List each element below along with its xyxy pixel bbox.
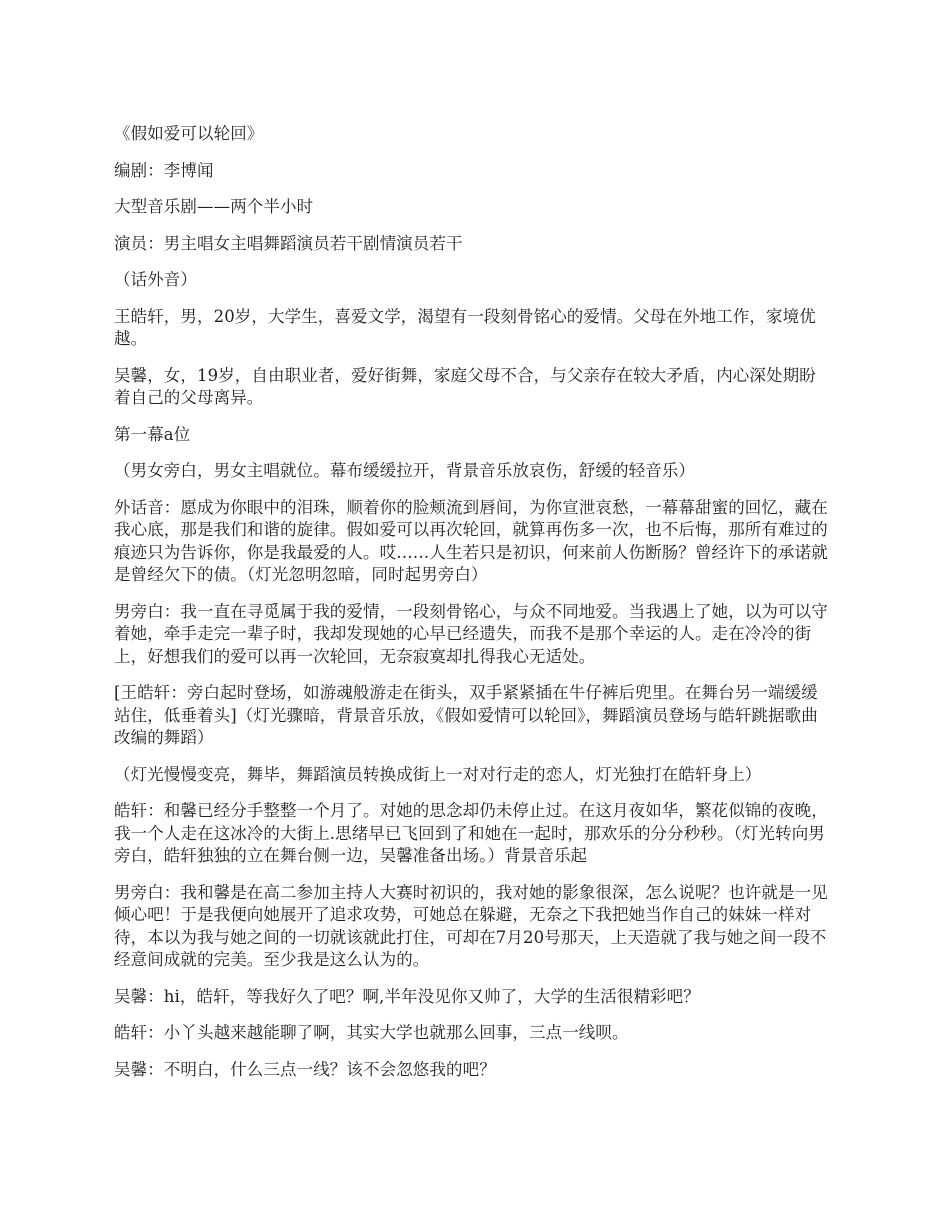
male-narration-backstory: 男旁白：我和馨是在高二参加主持人大赛时初识的，我对她的影象很深，怎么说呢？也许就是一见倾心吧！于是我便向她展开了追求攻势，可她总在躲避，无奈之下我把她当作自己的妹妹一样对待，本以为我与她之间的一切就该就此打住，可却在7月20号那天，上天造就了我与她之间一段不经意间成就的完美。至少我是这么认为的。	[114, 882, 828, 969]
stage-direction: （男女旁白，男女主唱就位。幕布缓缓拉开，背景音乐放哀伤，舒缓的轻音乐）	[114, 461, 695, 480]
stage-direction-lighting: （灯光慢慢变亮，舞毕，舞蹈演员转换成街上一对对行走的恋人，灯光独打在皓轩身上）	[114, 764, 762, 784]
voiceover-note: （话外音）	[114, 270, 197, 289]
dialogue-line: 吴馨：hi，皓轩，等我好久了吧？啊,半年没见你又帅了，大学的生活很精彩吧？	[114, 986, 700, 1006]
dialogue-line: 皓轩：小丫头越来越能聊了啊，其实大学也就那么回事，三点一线呗。	[114, 1023, 629, 1042]
genre-line: 大型音乐剧——两个半小时	[114, 197, 314, 216]
playwright-line: 编剧：李博闻	[114, 160, 214, 180]
character-wang-haoxuan: 王皓轩，男，20岁，大学生，喜爱文学，渴望有一段刻骨铭心的爱情。父母在外地工作，家境优越。	[114, 306, 816, 348]
cast-line: 演员：男主唱女主唱舞蹈演员若干剧情演员若干	[114, 233, 463, 253]
dialogue-line: 吴馨：不明白，什么三点一线？该不会忽悠我的吧？	[114, 1059, 496, 1079]
character-wu-xin: 吴馨，女，19岁，自由职业者，爱好街舞，家庭父母不合，与父亲存在较大矛盾，内心深处期盼着自己的父母离异。	[114, 365, 816, 407]
play-title: 《假如爱可以轮回》	[114, 124, 264, 143]
act-heading: 第一幕a位	[114, 424, 191, 444]
stage-direction-entrance: [王皓轩：旁白起时登场，如游魂般游走在街头，双手紧紧插在牛仔裤后兜里。在舞台另一端缓缓站住，低垂着头]（灯光骤暗，背景音乐放，《假如爱情可以轮回》，舞蹈演员登场与皓轩跳据歌曲改编的舞蹈）	[114, 683, 818, 747]
male-narration-paragraph: 男旁白：我一直在寻觅属于我的爱情，一段刻骨铭心，与众不同地爱。当我遇上了她，以为可以守着她，牵手走完一辈子时，我却发现她的心早已经遗失，而我不是那个幸运的人。走在冷冷的街上，好想我们的爱可以再一次轮回，无奈寂寞却扎得我心无适处。	[114, 601, 828, 666]
haoxuan-monologue: 皓轩：和馨已经分手整整一个月了。对她的思念却仍未停止过。在这月夜如华，繁花似锦的夜晚，我一个人走在这冰冷的大街上.思绪早已飞回到了和她在一起时，那欢乐的分分秒秒。（灯光转向男旁白，皓轩独独的立在舞台侧一边，吴馨准备出场。）背景音乐起	[114, 801, 828, 865]
voiceover-paragraph: 外话音：愿成为你眼中的泪珠，顺着你的脸颊流到唇间，为你宣泄哀愁，一幕幕甜蜜的回忆，藏在我心底，那是我们和谐的旋律。假如爱可以再次轮回，就算再伤多一次，也不后悔，那所有难过的痕迹只为告诉你，你是我最爱的人。哎……人生若只是初识，何来前人伤断肠？曾经许下的承诺就是曾经欠下的债。（灯光忽明忽暗，同时起男旁白）	[114, 497, 828, 584]
